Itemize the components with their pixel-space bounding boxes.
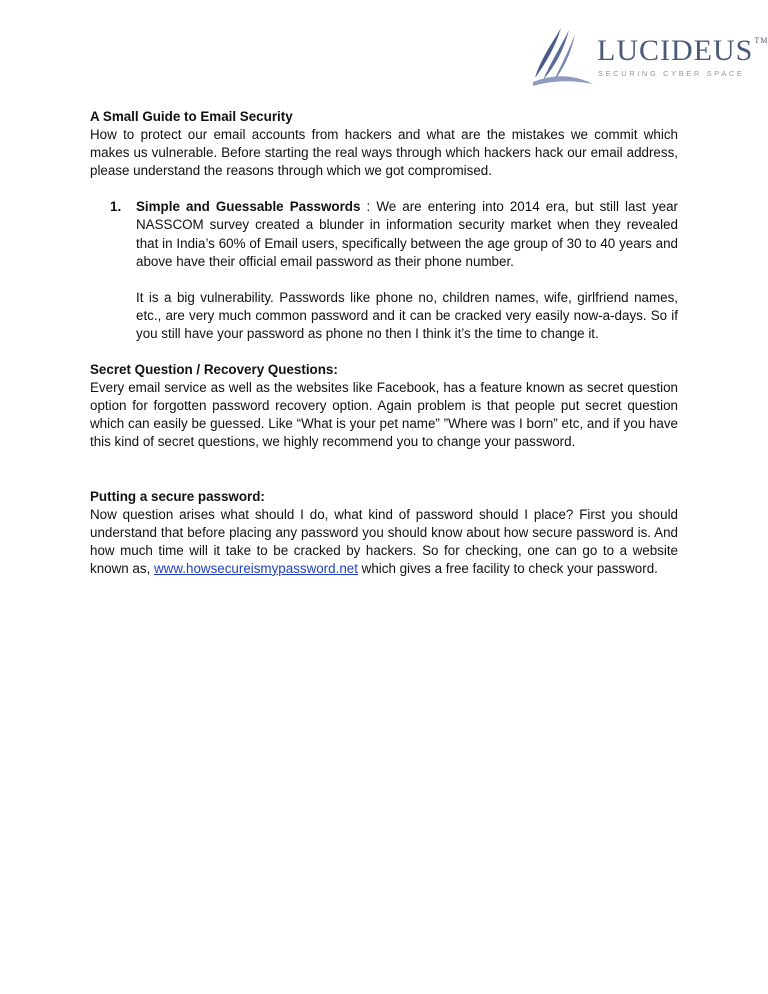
section-paragraph-secret-question: Every email service as well as the websites like Facebook, has a feature known as secret question option for forgotten password recovery option. Again problem is that people put secret question which can easily be guessed. Like “What is your pet name” ”Where was I born” etc, and if you have this kind of secret questions, we highly recommend you to change your password. <box>90 380 678 450</box>
lucideus-logo <box>531 24 768 90</box>
numbered-list <box>90 198 678 343</box>
document-body <box>90 108 678 578</box>
list-item-followup: It is a big vulnerability. Passwords like phone no, children names, wife, girlfriend names, etc., are very much common password and it can be cracked very easily now-a-days. So if you still have your password as phone no then I think it’s the time to change it. <box>136 289 678 341</box>
trademark-symbol: TM <box>754 36 768 45</box>
list-item-paragraph <box>136 198 678 270</box>
lucideus-emblem-icon <box>531 24 593 90</box>
section-heading-secure-password: Putting a secure password: <box>90 488 265 504</box>
document-title: A Small Guide to Email Security <box>90 109 293 124</box>
logo-wordmark: LUCIDEUS™ <box>597 34 768 67</box>
spacer <box>90 452 678 488</box>
section-heading-secret-question: Secret Question / Recovery Questions: <box>90 362 338 378</box>
section-paragraph-secure-password: Now question arises what should I do, what kind of password should I place? First you should understand that before placing any password you should know about how secure password is. And how much time will it take to be cracked by hackers. So for checking, one can go to a website known as, www.howsecureismypassword.net which gives a free facility to check your password. <box>90 506 678 576</box>
logo-tagline: SECURING CYBER SPACE <box>598 69 745 78</box>
intro-paragraph: How to protect our email accounts from hackers and what are the mistakes we commit which makes us vulnerable. Before starting the real ways through which hackers hack our email address, please understand the reasons through which we got compromised. <box>90 127 678 179</box>
password-checker-link[interactable]: www.howsecureismypassword.net <box>154 560 358 576</box>
list-item <box>90 198 678 343</box>
list-item-number: 1. <box>110 199 122 215</box>
list-item-text: : We are entering into 2014 era, but still last year NASSCOM survey created a blunder in information security market when they revealed that in India’s 60% of Email users, specifically between the age group of 30 to 40 years and above have their official email password as their phone number. <box>136 199 679 269</box>
list-item-title: Simple and Guessable Passwords <box>136 199 361 215</box>
